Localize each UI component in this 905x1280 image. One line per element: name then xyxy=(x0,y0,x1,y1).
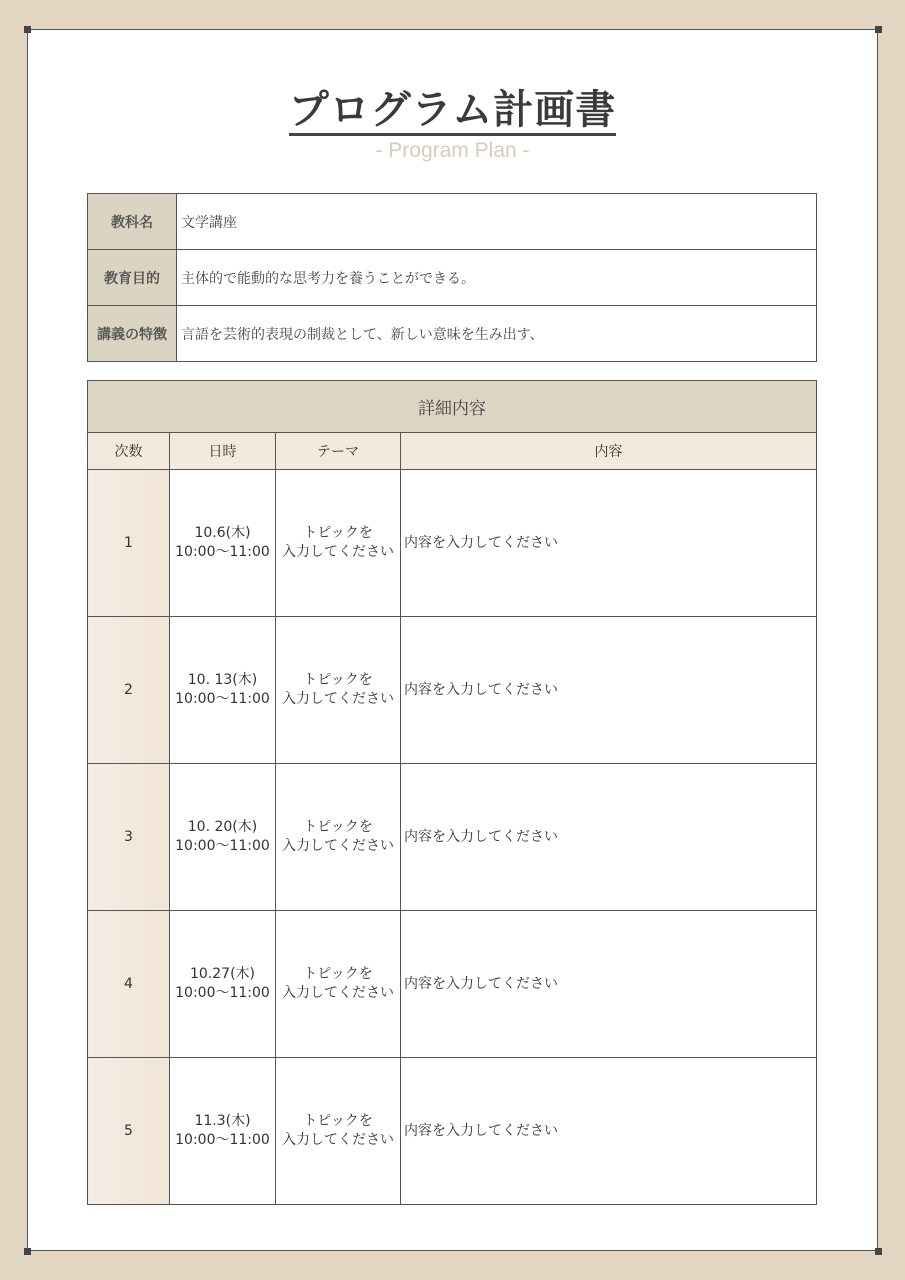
row-num: 1 xyxy=(88,470,170,617)
info-value[interactable]: 言語を芸術的表現の制裁として、新しい意味を生み出す、 xyxy=(177,306,817,362)
row-content[interactable]: 内容を入力してください xyxy=(401,470,817,617)
header-content: 内容 xyxy=(401,433,817,470)
info-label: 講義の特徴 xyxy=(88,306,177,362)
row-theme-line2: 入力してください xyxy=(282,838,394,854)
header-datetime: 日時 xyxy=(170,433,276,470)
title-text: プログラム計画書 xyxy=(289,87,617,136)
row-theme-line2: 入力してください xyxy=(282,544,394,560)
row-theme[interactable] xyxy=(276,617,401,764)
row-date: 10. 13(木) xyxy=(187,672,258,688)
row-time: 10:00〜11:00 xyxy=(175,544,270,560)
row-time: 10:00〜11:00 xyxy=(175,985,270,1001)
row-date: 11.3(木) xyxy=(194,1113,251,1129)
frame-corner xyxy=(875,1248,882,1255)
row-theme-line1: トピックを xyxy=(303,525,373,541)
info-value[interactable]: 主体的で能動的な思考力を養うことができる。 xyxy=(177,250,817,306)
page-subtitle: - Program Plan - xyxy=(375,139,530,162)
frame-corner xyxy=(24,1248,31,1255)
row-content[interactable]: 内容を入力してください xyxy=(401,617,817,764)
detail-table xyxy=(87,380,817,1205)
row-time: 10:00〜11:00 xyxy=(175,691,270,707)
row-content[interactable]: 内容を入力してください xyxy=(401,1058,817,1205)
row-theme[interactable] xyxy=(276,764,401,911)
table-row xyxy=(88,470,817,617)
row-theme-line1: トピックを xyxy=(303,672,373,688)
page-title xyxy=(0,78,905,135)
row-date: 10.6(木) xyxy=(194,525,251,541)
table-row xyxy=(88,1058,817,1205)
row-num: 5 xyxy=(88,1058,170,1205)
info-table xyxy=(87,193,817,362)
detail-header-row xyxy=(88,433,817,470)
table-row xyxy=(88,764,817,911)
row-time: 10:00〜11:00 xyxy=(175,1132,270,1148)
row-theme-line1: トピックを xyxy=(303,819,373,835)
row-num: 3 xyxy=(88,764,170,911)
row-theme-line1: トピックを xyxy=(303,966,373,982)
row-theme-line2: 入力してください xyxy=(282,985,394,1001)
row-theme-line2: 入力してください xyxy=(282,1132,394,1148)
row-datetime[interactable] xyxy=(170,617,276,764)
row-datetime[interactable] xyxy=(170,1058,276,1205)
row-theme-line1: トピックを xyxy=(303,1113,373,1129)
info-row-purpose xyxy=(88,250,817,306)
row-date: 10. 20(木) xyxy=(187,819,258,835)
row-num: 2 xyxy=(88,617,170,764)
table-row xyxy=(88,617,817,764)
row-theme[interactable] xyxy=(276,470,401,617)
info-label: 教科名 xyxy=(88,194,177,250)
row-date: 10.27(木) xyxy=(189,966,255,982)
row-content[interactable]: 内容を入力してください xyxy=(401,911,817,1058)
info-row-subject xyxy=(88,194,817,250)
row-datetime[interactable] xyxy=(170,764,276,911)
table-row xyxy=(88,911,817,1058)
row-datetime[interactable] xyxy=(170,911,276,1058)
row-content[interactable]: 内容を入力してください xyxy=(401,764,817,911)
row-datetime[interactable] xyxy=(170,470,276,617)
info-value[interactable]: 文学講座 xyxy=(177,194,817,250)
frame-corner xyxy=(875,26,882,33)
info-label: 教育目的 xyxy=(88,250,177,306)
frame-corner xyxy=(24,26,31,33)
header-theme: テーマ xyxy=(276,433,401,470)
row-theme[interactable] xyxy=(276,911,401,1058)
header-num: 次数 xyxy=(88,433,170,470)
detail-caption: 詳細内容 xyxy=(88,381,817,433)
row-theme[interactable] xyxy=(276,1058,401,1205)
row-num: 4 xyxy=(88,911,170,1058)
row-time: 10:00〜11:00 xyxy=(175,838,270,854)
row-theme-line2: 入力してください xyxy=(282,691,394,707)
info-row-features xyxy=(88,306,817,362)
